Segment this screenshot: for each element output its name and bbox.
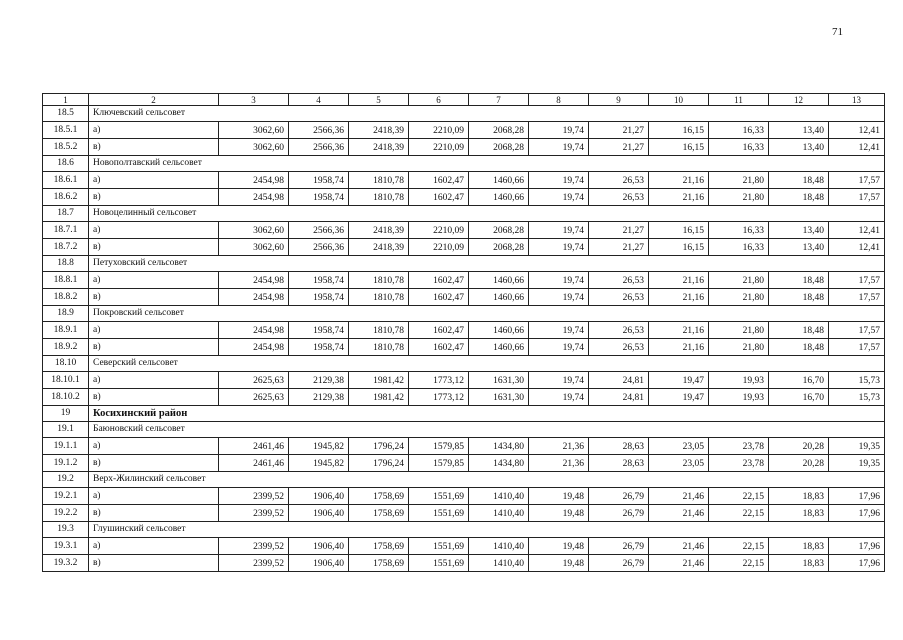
value-cell: 1810,78 [349,289,409,306]
value-cell: 26,53 [589,172,649,189]
section-name: Новоцелинный сельсовет [89,206,885,222]
value-cell: 2418,39 [349,222,409,239]
value-cell: 2461,46 [219,438,289,455]
column-header-6: 6 [409,94,469,106]
value-cell: 1631,30 [469,372,529,389]
value-cell: 2399,52 [219,488,289,505]
value-cell: 1579,85 [409,455,469,472]
value-cell: 21,80 [709,339,769,356]
value-cell: 21,80 [709,289,769,306]
section-row [43,306,885,322]
value-cell: 19,47 [649,389,709,406]
value-cell: 21,16 [649,339,709,356]
value-cell: 19,74 [529,189,589,206]
table-row [43,438,885,455]
value-cell: 2454,98 [219,189,289,206]
value-cell: 19,47 [649,372,709,389]
row-code: 18.9.1 [43,322,89,339]
value-cell: 1602,47 [409,322,469,339]
value-cell: 12,41 [829,222,885,239]
column-header-8: 8 [529,94,589,106]
value-cell: 1631,30 [469,389,529,406]
table-row [43,372,885,389]
row-code: 19.2.1 [43,488,89,505]
value-cell: 20,28 [769,455,829,472]
value-cell: 18,48 [769,322,829,339]
value-cell: 19,35 [829,438,885,455]
value-cell: 12,41 [829,239,885,256]
value-cell: 1958,74 [289,272,349,289]
value-cell: 16,15 [649,122,709,139]
value-cell: 1758,69 [349,555,409,572]
value-cell: 2399,52 [219,555,289,572]
value-cell: 19,74 [529,389,589,406]
value-cell: 2418,39 [349,139,409,156]
row-code: 18.8.1 [43,272,89,289]
value-cell: 2068,28 [469,239,529,256]
value-cell: 2566,36 [289,239,349,256]
value-cell: 21,16 [649,289,709,306]
value-cell: 17,57 [829,289,885,306]
value-cell: 16,33 [709,222,769,239]
value-cell: 1460,66 [469,339,529,356]
value-cell: 18,83 [769,488,829,505]
value-cell: 19,74 [529,239,589,256]
section-row [43,206,885,222]
row-label: а) [89,438,219,455]
value-cell: 1810,78 [349,172,409,189]
value-cell: 3062,60 [219,122,289,139]
value-cell: 21,36 [529,455,589,472]
value-cell: 21,80 [709,172,769,189]
value-cell: 1410,40 [469,505,529,522]
column-header-2: 2 [89,94,219,106]
value-cell: 15,73 [829,372,885,389]
value-cell: 13,40 [769,139,829,156]
section-row [43,422,885,438]
value-cell: 2566,36 [289,222,349,239]
row-code: 18.7 [43,206,89,222]
value-cell: 2068,28 [469,139,529,156]
row-code: 18.10.2 [43,389,89,406]
row-code: 19.1 [43,422,89,438]
value-cell: 19,74 [529,272,589,289]
section-name: Ключевский сельсовет [89,106,885,122]
value-cell: 2399,52 [219,505,289,522]
row-label: в) [89,505,219,522]
row-label: в) [89,555,219,572]
value-cell: 13,40 [769,222,829,239]
value-cell: 21,27 [589,139,649,156]
value-cell: 2129,38 [289,389,349,406]
section-row [43,356,885,372]
value-cell: 1758,69 [349,488,409,505]
table-row [43,139,885,156]
value-cell: 19,74 [529,172,589,189]
district-row [43,406,885,422]
row-label: а) [89,222,219,239]
section-name: Верх-Жилинский сельсовет [89,472,885,488]
value-cell: 1460,66 [469,272,529,289]
value-cell: 16,70 [769,389,829,406]
column-header-1: 1 [43,94,89,106]
value-cell: 1551,69 [409,488,469,505]
column-header-12: 12 [769,94,829,106]
value-cell: 22,15 [709,555,769,572]
value-cell: 1602,47 [409,339,469,356]
value-cell: 2210,09 [409,139,469,156]
value-cell: 23,05 [649,438,709,455]
value-cell: 17,96 [829,505,885,522]
value-cell: 21,16 [649,322,709,339]
value-cell: 1810,78 [349,339,409,356]
row-code: 18.10.1 [43,372,89,389]
value-cell: 3062,60 [219,139,289,156]
value-cell: 1410,40 [469,555,529,572]
value-cell: 1434,80 [469,438,529,455]
value-cell: 2210,09 [409,222,469,239]
value-cell: 1579,85 [409,438,469,455]
value-cell: 23,05 [649,455,709,472]
row-code: 18.6.1 [43,172,89,189]
section-row [43,156,885,172]
value-cell: 1958,74 [289,289,349,306]
value-cell: 12,41 [829,139,885,156]
value-cell: 1434,80 [469,455,529,472]
column-header-9: 9 [589,94,649,106]
value-cell: 28,63 [589,455,649,472]
value-cell: 1602,47 [409,289,469,306]
row-code: 18.9 [43,306,89,322]
column-header-3: 3 [219,94,289,106]
value-cell: 2210,09 [409,122,469,139]
value-cell: 22,15 [709,488,769,505]
row-label: а) [89,538,219,555]
value-cell: 18,48 [769,339,829,356]
value-cell: 19,48 [529,555,589,572]
table-row [43,555,885,572]
value-cell: 1958,74 [289,322,349,339]
value-cell: 22,15 [709,538,769,555]
value-cell: 3062,60 [219,222,289,239]
value-cell: 18,83 [769,538,829,555]
value-cell: 1773,12 [409,372,469,389]
table-row [43,272,885,289]
value-cell: 26,53 [589,339,649,356]
value-cell: 2210,09 [409,239,469,256]
value-cell: 13,40 [769,239,829,256]
value-cell: 28,63 [589,438,649,455]
table-row [43,189,885,206]
value-cell: 1906,40 [289,505,349,522]
column-number-row [43,94,885,106]
table-row [43,122,885,139]
value-cell: 26,79 [589,505,649,522]
value-cell: 17,57 [829,339,885,356]
value-cell: 2566,36 [289,139,349,156]
section-name: Баюновский сельсовет [89,422,885,438]
value-cell: 12,41 [829,122,885,139]
value-cell: 1981,42 [349,389,409,406]
value-cell: 1460,66 [469,322,529,339]
value-cell: 2454,98 [219,289,289,306]
value-cell: 21,46 [649,505,709,522]
value-cell: 1602,47 [409,172,469,189]
value-cell: 1958,74 [289,189,349,206]
value-cell: 1773,12 [409,389,469,406]
row-code: 19.1.1 [43,438,89,455]
value-cell: 18,48 [769,189,829,206]
value-cell: 2461,46 [219,455,289,472]
value-cell: 21,16 [649,272,709,289]
row-label: а) [89,488,219,505]
value-cell: 1758,69 [349,538,409,555]
row-code: 18.6 [43,156,89,172]
value-cell: 2418,39 [349,122,409,139]
value-cell: 1810,78 [349,189,409,206]
row-label: а) [89,322,219,339]
row-label: а) [89,122,219,139]
table-row [43,505,885,522]
row-label: в) [89,455,219,472]
value-cell: 23,78 [709,438,769,455]
value-cell: 18,48 [769,272,829,289]
value-cell: 1410,40 [469,538,529,555]
value-cell: 21,27 [589,222,649,239]
value-cell: 2068,28 [469,122,529,139]
value-cell: 26,53 [589,189,649,206]
value-cell: 1758,69 [349,505,409,522]
value-cell: 19,48 [529,538,589,555]
column-header-5: 5 [349,94,409,106]
value-cell: 1810,78 [349,322,409,339]
value-cell: 26,53 [589,289,649,306]
value-cell: 2068,28 [469,222,529,239]
row-code: 18.5.1 [43,122,89,139]
value-cell: 24,81 [589,389,649,406]
value-cell: 2625,63 [219,372,289,389]
row-code: 18.7.2 [43,239,89,256]
row-code: 19.3.2 [43,555,89,572]
value-cell: 19,74 [529,222,589,239]
value-cell: 26,53 [589,322,649,339]
value-cell: 21,80 [709,189,769,206]
table-row [43,339,885,356]
table-row [43,239,885,256]
value-cell: 1958,74 [289,172,349,189]
row-code: 18.7.1 [43,222,89,239]
value-cell: 16,33 [709,239,769,256]
column-header-4: 4 [289,94,349,106]
value-cell: 21,46 [649,555,709,572]
value-cell: 1410,40 [469,488,529,505]
value-cell: 1551,69 [409,538,469,555]
value-cell: 21,16 [649,189,709,206]
row-code: 19.3.1 [43,538,89,555]
value-cell: 1796,24 [349,438,409,455]
row-label: в) [89,339,219,356]
row-label: а) [89,372,219,389]
value-cell: 1796,24 [349,455,409,472]
value-cell: 21,46 [649,488,709,505]
table-row [43,222,885,239]
value-cell: 19,74 [529,339,589,356]
row-code: 18.5 [43,106,89,122]
value-cell: 1460,66 [469,172,529,189]
value-cell: 16,33 [709,122,769,139]
value-cell: 1602,47 [409,272,469,289]
row-code: 18.5.2 [43,139,89,156]
value-cell: 19,48 [529,505,589,522]
value-cell: 19,74 [529,322,589,339]
value-cell: 1906,40 [289,538,349,555]
row-code: 19.3 [43,522,89,538]
section-row [43,256,885,272]
value-cell: 26,79 [589,538,649,555]
value-cell: 21,27 [589,239,649,256]
row-code: 19.2 [43,472,89,488]
value-cell: 21,36 [529,438,589,455]
value-cell: 1945,82 [289,455,349,472]
value-cell: 18,48 [769,172,829,189]
value-cell: 26,79 [589,488,649,505]
value-cell: 1958,74 [289,339,349,356]
table-row [43,538,885,555]
value-cell: 19,93 [709,389,769,406]
value-cell: 1460,66 [469,189,529,206]
district-name: Косихинский район [89,406,885,422]
row-code: 18.9.2 [43,339,89,356]
value-cell: 18,83 [769,555,829,572]
value-cell: 2399,52 [219,538,289,555]
value-cell: 21,16 [649,172,709,189]
table-row [43,455,885,472]
table-row [43,488,885,505]
value-cell: 1981,42 [349,372,409,389]
value-cell: 1945,82 [289,438,349,455]
row-code: 18.8 [43,256,89,272]
value-cell: 13,40 [769,122,829,139]
value-cell: 21,80 [709,322,769,339]
row-label: в) [89,239,219,256]
value-cell: 24,81 [589,372,649,389]
section-row [43,106,885,122]
tariff-table [42,93,885,572]
value-cell: 19,35 [829,455,885,472]
table-row [43,172,885,189]
value-cell: 17,57 [829,322,885,339]
value-cell: 21,46 [649,538,709,555]
value-cell: 15,73 [829,389,885,406]
section-name: Северский сельсовет [89,356,885,372]
value-cell: 18,83 [769,505,829,522]
value-cell: 19,74 [529,372,589,389]
value-cell: 19,93 [709,372,769,389]
value-cell: 21,80 [709,272,769,289]
value-cell: 26,79 [589,555,649,572]
value-cell: 2566,36 [289,122,349,139]
value-cell: 1460,66 [469,289,529,306]
value-cell: 2129,38 [289,372,349,389]
column-header-11: 11 [709,94,769,106]
row-code: 18.10 [43,356,89,372]
column-header-7: 7 [469,94,529,106]
row-label: в) [89,189,219,206]
value-cell: 16,33 [709,139,769,156]
value-cell: 1602,47 [409,189,469,206]
row-label: в) [89,289,219,306]
value-cell: 19,48 [529,488,589,505]
value-cell: 16,15 [649,222,709,239]
value-cell: 17,57 [829,172,885,189]
value-cell: 26,53 [589,272,649,289]
value-cell: 1906,40 [289,555,349,572]
value-cell: 16,15 [649,139,709,156]
row-code: 19.1.2 [43,455,89,472]
value-cell: 1906,40 [289,488,349,505]
section-name: Покровский сельсовет [89,306,885,322]
value-cell: 19,74 [529,139,589,156]
value-cell: 16,15 [649,239,709,256]
value-cell: 3062,60 [219,239,289,256]
section-name: Глушинский сельсовет [89,522,885,538]
value-cell: 20,28 [769,438,829,455]
table-row [43,322,885,339]
value-cell: 16,70 [769,372,829,389]
value-cell: 17,96 [829,488,885,505]
table-row [43,389,885,406]
table-row [43,289,885,306]
table-body [43,106,885,572]
row-code: 19.2.2 [43,505,89,522]
value-cell: 17,57 [829,189,885,206]
column-header-13: 13 [829,94,885,106]
value-cell: 21,27 [589,122,649,139]
value-cell: 1551,69 [409,555,469,572]
column-header-10: 10 [649,94,709,106]
value-cell: 17,57 [829,272,885,289]
value-cell: 18,48 [769,289,829,306]
value-cell: 2454,98 [219,339,289,356]
row-label: в) [89,139,219,156]
row-code: 18.8.2 [43,289,89,306]
row-label: а) [89,272,219,289]
value-cell: 19,74 [529,289,589,306]
value-cell: 17,96 [829,538,885,555]
value-cell: 2454,98 [219,272,289,289]
value-cell: 2418,39 [349,239,409,256]
value-cell: 2454,98 [219,172,289,189]
row-label: в) [89,389,219,406]
value-cell: 23,78 [709,455,769,472]
value-cell: 2454,98 [219,322,289,339]
section-row [43,522,885,538]
value-cell: 2625,63 [219,389,289,406]
row-code: 18.6.2 [43,189,89,206]
section-name: Петуховский сельсовет [89,256,885,272]
value-cell: 22,15 [709,505,769,522]
value-cell: 17,96 [829,555,885,572]
value-cell: 19,74 [529,122,589,139]
row-label: а) [89,172,219,189]
value-cell: 1810,78 [349,272,409,289]
section-name: Новополтавский сельсовет [89,156,885,172]
page-number: 71 [832,26,843,38]
section-row [43,472,885,488]
row-code: 19 [43,406,89,422]
value-cell: 1551,69 [409,505,469,522]
